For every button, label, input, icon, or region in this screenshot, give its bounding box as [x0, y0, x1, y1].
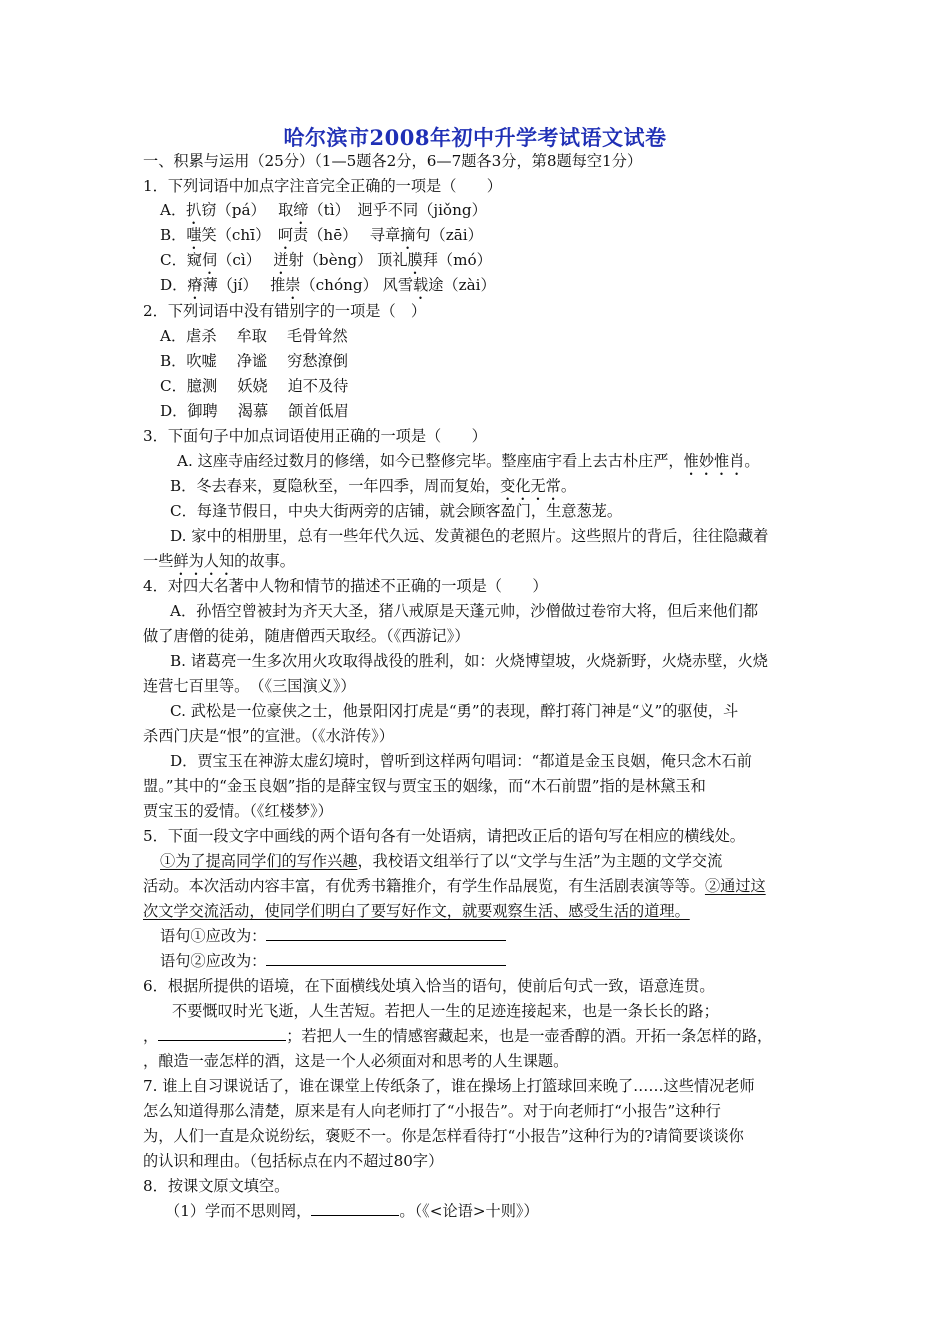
q3-option-d-line1: D. 家中的相册里，总有一些年代久远、发黄褪色的老照片。这些照片的背后，往往隐藏着: [170, 527, 769, 545]
section-heading: 一、积累与运用（25分）（1—5题各2分，6—7题各3分，第8题每空1分）: [143, 152, 643, 170]
q2-stem: 2．下列词语中没有错别字的一项是（ ）: [143, 302, 427, 320]
q4-option-b-line2: 连营七百里等。 （《三国演义》）: [143, 677, 356, 695]
q1-stem: 1．下列词语中加点字注音完全正确的一项是（ ）: [143, 177, 502, 195]
q6-blank[interactable]: [158, 1026, 286, 1041]
q7-line3: 为，人们一直是众说纷纭，褒贬不一。你是怎样看待打“小报告”这种行为的?请简要谈谈你: [143, 1127, 744, 1145]
q2-option-b: B．吹嘘 净谧 穷愁潦倒: [160, 352, 348, 370]
q7-line2: 怎么知道得那么清楚，原来是有人向老师打了“小报告”。对于向老师打“小报告”这种行: [143, 1102, 721, 1120]
q4-option-d-line1: D．贾宝玉在神游太虚幻境时，曾听到这样两句唱词：“都道是金玉良姻，俺只念木石前: [170, 752, 752, 770]
q4-option-a-line1: A．孙悟空曾被封为齐天大圣，猪八戒原是天蓬元帅，沙僧做过卷帘大将，但后来他们都: [170, 602, 759, 620]
q8-item-1-blank[interactable]: [311, 1201, 399, 1216]
q4-option-a-line2: 做了唐僧的徒弟，随唐僧西天取经。（《西游记》）: [143, 627, 470, 645]
q3-option-b: B．冬去春来，夏隐秋至，一年四季，周而复始，变化无常。: [170, 477, 577, 495]
q2-option-c: C．臆测 妖娆 迫不及待: [160, 377, 349, 395]
q5-passage-line1: ①为了提高同学们的写作兴趣，我校语文组举行了以“文学与生活”为主题的文学交流: [160, 852, 723, 870]
q7-line4: 的认识和理由。（包括标点在内不超过80字）: [143, 1152, 444, 1170]
q5-stem: 5．下面一段文字中画线的两个语句各有一处语病，请把改正后的语句写在相应的横线处。: [143, 827, 745, 845]
q2-option-a: A．虐杀 牟取 毛骨耸然: [160, 327, 348, 345]
q1-option-b: B．嗤笑（chī） 呵责（hē） 寻章摘句（zāi）: [160, 226, 483, 244]
q3-option-a: A. 这座寺庙经过数月的修缮，如今已整修完毕。整座庙宇看上去古朴庄严，惟妙惟肖。: [177, 452, 760, 470]
q6-text-line2: ， ；若把人一生的情感窖藏起来，也是一壶香醇的酒。开拓一条怎样的路，: [143, 1027, 773, 1045]
q6-text-line3: ，酿造一壶怎样的酒，这是一个人必须面对和思考的人生课题。: [143, 1052, 569, 1070]
q4-option-d-line2: 盟。”其中的“金玉良姻”指的是薛宝钗与贾宝玉的姻缘，而“木石前盟”指的是林黛玉和: [143, 777, 706, 795]
q5-answer-1-blank[interactable]: [266, 926, 506, 941]
q8-stem: 8．按课文原文填空。: [143, 1177, 290, 1195]
q5-answer-2-blank[interactable]: [266, 951, 506, 966]
q3-stem: 3．下面句子中加点词语使用正确的一项是（ ）: [143, 427, 487, 445]
q1-option-d: D．瘠薄（jí） 推崇（chóng） 风雪载途（zài）: [160, 276, 496, 294]
q8-item-1: （1）学而不思则罔， 。（《<论语>十则》）: [165, 1202, 539, 1220]
q5-passage-line3: 次文学交流活动，使同学们明白了要写好作文，就要观察生活、感受生活的道理。: [143, 902, 690, 920]
q3-option-d-line2: 一些鲜为人知的故事。: [143, 552, 295, 570]
q5-answer-1: 语句①应改为：: [160, 926, 506, 946]
q7-line1: 7. 谁上自习课说话了，谁在课堂上传纸条了，谁在操场上打篮球回来晚了……这些情况老师: [143, 1077, 755, 1095]
q3-option-c: C．每逢节假日，中央大街两旁的店铺，就会顾客盈门，生意葱茏。: [170, 502, 623, 520]
q5-answer-2: 语句②应改为：: [160, 951, 506, 971]
q4-option-c-line1: C. 武松是一位豪侠之士，他景阳冈打虎是“勇”的表现，醉打蒋门神是“义”的驱使，斗: [170, 702, 739, 720]
q1-option-a: A．扒窃（pá） 取缔（tì） 迥乎不同（jiǒng）: [160, 201, 487, 219]
q4-option-b-line1: B. 诸葛亮一生多次用火攻取得战役的胜利，如：火烧博望坡，火烧新野，火烧赤壁，火烧: [170, 652, 768, 670]
q1-option-c: C．窥伺（cì） 迸射（bèng） 顶礼膜拜（mó）: [160, 251, 492, 269]
q2-option-d: D．御聘 渴慕 颌首低眉: [160, 402, 349, 420]
q4-option-d-line3: 贾宝玉的爱情。（《红楼梦》）: [143, 802, 333, 820]
q4-stem: 4．对四大名著中人物和情节的描述不正确的一项是（ ）: [143, 577, 548, 595]
q6-text-line1: 不要慨叹时光飞逝，人生苦短。若把人一生的足迹连接起来，也是一条长长的路；: [172, 1002, 719, 1020]
q4-option-c-line2: 杀西门庆是“恨”的宣泄。（《水浒传》）: [143, 727, 394, 745]
page-title: 哈尔滨市2008年初中升学考试语文试卷: [283, 125, 667, 150]
q6-stem: 6．根据所提供的语境，在下面横线处填入恰当的语句，使前后句式一致，语意连贯。: [143, 977, 715, 995]
q5-passage-line2: 活动。本次活动内容丰富，有优秀书籍推介，有学生作品展览，有生活剧表演等等。②通过这: [143, 877, 766, 895]
